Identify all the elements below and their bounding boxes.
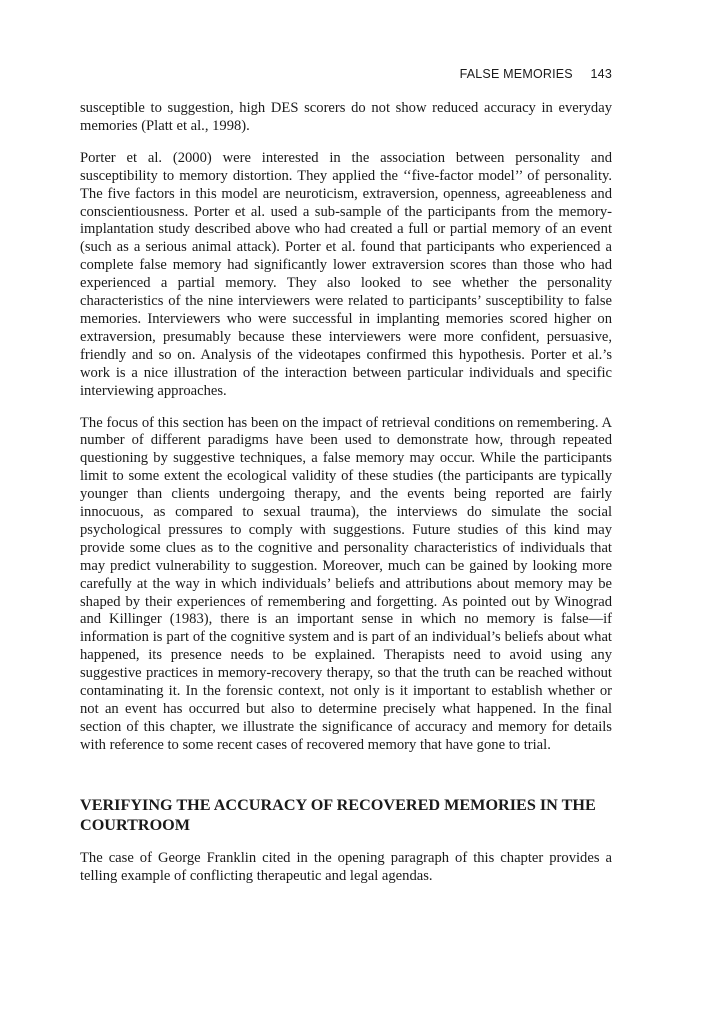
paragraph-continued: susceptible to suggestion, high DES scorers do not show reduced accuracy in everyday memories (Platt et al., 1998).	[80, 100, 612, 134]
paragraph-section-summary: The focus of this section has been on the impact of retrieval conditions on remembering. A number of different paradigms have been used to demonstrate how, through repeated questioning by suggestive techniques, a false memory may occur. While the participants limit to some extent the ecological validity of these studies (the participants are typically younger than clients undergoing therapy, and the events being reported are fairly innocuous, as compared to sexual trauma), the interviews do simulate the social psychological pressures to comply with suggestions. Future studies of this kind may provide some clues as to the cognitive and personality characteristics of individuals that may predict vulnerability to suggestion. Moreover, much can be gained by looking more carefully at the way in which individuals’ beliefs and attributions about memory may be shaped by their experiences of remembering and forgetting. As pointed out by Winograd and Killinger (1983), there is an important sense in which no memory is false—if information is part of the cognitive system and is part of an individual’s beliefs about what happened, its presence needs to be explained. Therapists need to avoid using any suggestive practices in memory-recovery therapy, so that the truth can be reached without contaminating it. In the forensic context, not only is it important to establish whether or not an event has occurred but also to determine precisely what happened. In the final section of this chapter, we illustrate the significance of accuracy and memory for details with reference to some recent cases of recovered memory that have gone to trial.	[80, 414, 612, 753]
paragraph-porter-study: Porter et al. (2000) were interested in the association between personality and susceptibility to memory distortion. They applied the ‘‘five-factor model’’ of personality. The five factors in this model are neuroticism, extraversion, openness, agreeableness and conscientiousness. Porter et al. used a sub-sample of the participants from the memory-implantation study described above who had created a full or partial memory of an event (such as a serious animal attack). Porter et al. found that participants who experienced a complete false memory had significantly lower extraversion scores than those who had experienced a partial memory. They also looked to see whether the personality characteristics of the nine interviewers were related to participants’ susceptibility to false memories. Interviewers who were successful in implanting memories scored higher on extraversion, presumably because these interviewers were more confident, persuasive, friendly and so on. Analysis of the videotapes confirmed this hypothesis. Porter et al.’s work is a nice illustration of the interaction between particular individuals and specific interviewing approaches.	[80, 149, 612, 399]
section-heading: VERIFYING THE ACCURACY OF RECOVERED MEMORIES IN THE COURTROOM	[80, 795, 596, 834]
body-text	[80, 100, 612, 900]
paragraph-franklin-case: The case of George Franklin cited in the opening paragraph of this chapter provides a telling example of conflicting therapeutic and legal agendas.	[80, 849, 612, 884]
running-head-title: FALSE MEMORIES	[459, 67, 573, 81]
running-head	[460, 67, 612, 81]
page-number: 143	[590, 67, 612, 81]
